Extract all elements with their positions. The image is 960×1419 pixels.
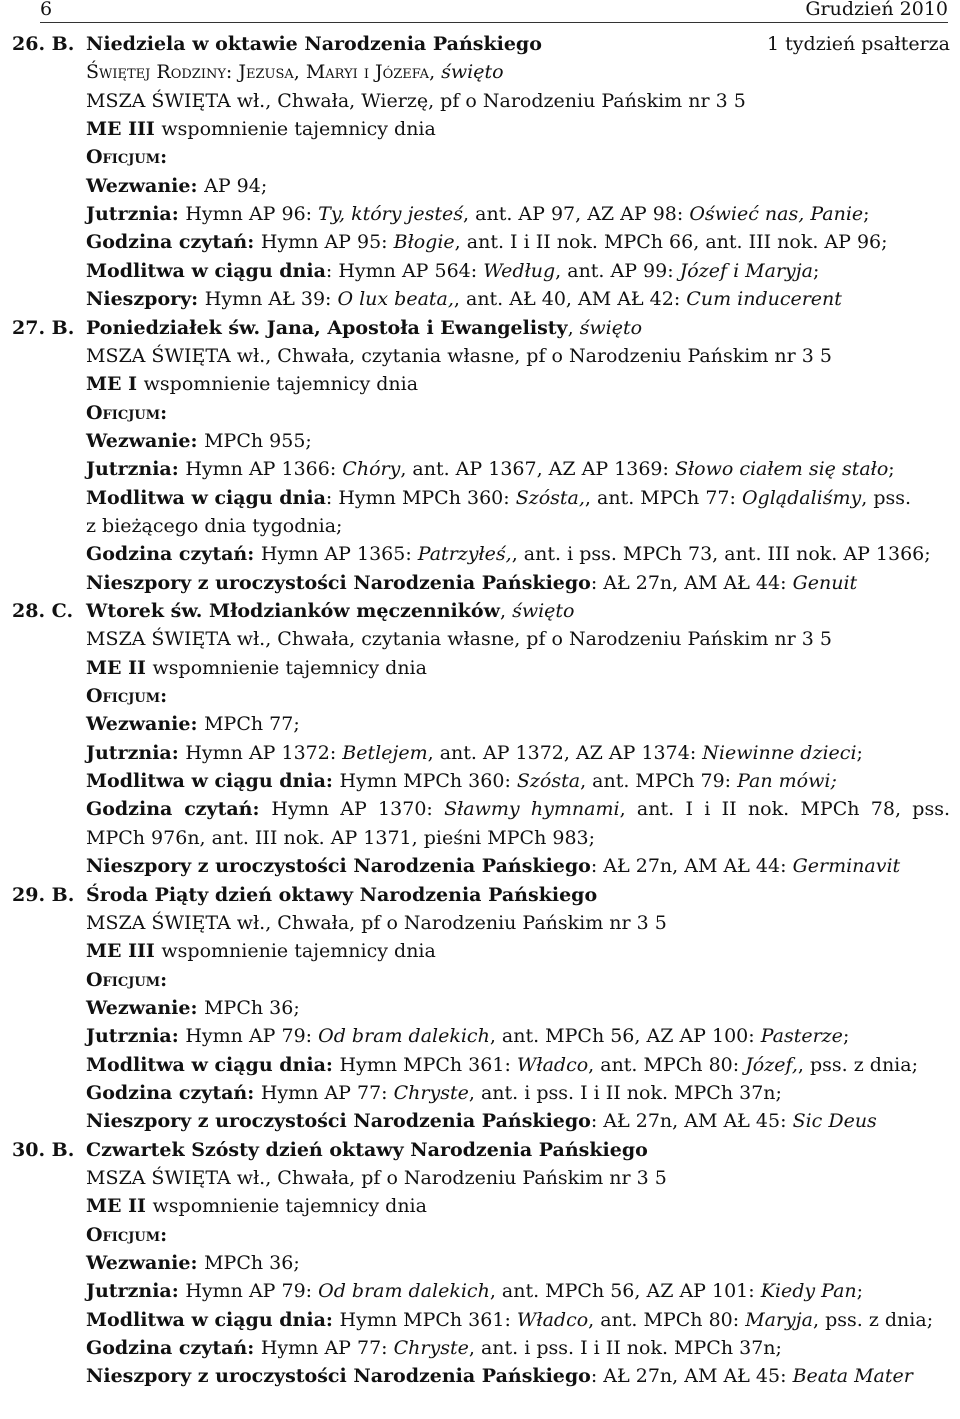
line-text	[86, 824, 950, 852]
text-line	[0, 427, 960, 455]
text-line	[0, 767, 960, 795]
day-date: 29. B.	[12, 883, 75, 906]
text-line	[0, 540, 960, 568]
text-segment: , ant. AP 97, AZ AP 98:	[463, 203, 690, 226]
text-segment: Jutrznia:	[86, 203, 186, 226]
text-segment: , ant. AP 99:	[555, 259, 680, 282]
text-segment: Genuit	[792, 571, 858, 594]
line-text	[86, 58, 950, 86]
text-segment: Beata Mater	[792, 1365, 913, 1388]
line-text	[86, 767, 950, 795]
text-line	[0, 881, 960, 909]
text-segment: : AŁ 27n, AM AŁ 45:	[590, 1365, 793, 1388]
text-line	[0, 1051, 960, 1079]
page-number: 6	[40, 0, 53, 20]
text-line	[0, 455, 960, 483]
text-segment: MSZA ŚWIĘTA wł., Chwała, pf o Narodzeniu Pańskim nr 3 5	[86, 911, 667, 934]
text-line	[0, 824, 960, 852]
line-text	[86, 512, 950, 540]
text-segment: święto	[579, 316, 643, 339]
line-text	[86, 200, 950, 228]
line-text	[86, 710, 950, 738]
text-segment: Germinavit	[792, 855, 901, 878]
text-line	[0, 710, 960, 738]
line-text	[86, 1136, 950, 1164]
text-line	[0, 569, 960, 597]
text-line	[0, 228, 960, 256]
text-segment: wspomnienie tajemnicy dnia	[152, 656, 427, 679]
text-segment: Hymn AP 1365:	[260, 543, 418, 566]
text-segment: Nieszpory z uroczystości Narodzenia Pańskiego	[86, 855, 591, 878]
text-segment: AP 94;	[204, 174, 268, 197]
text-segment: , ant. AP 1372, AZ AP 1374:	[427, 741, 703, 764]
text-segment: , ant. i pss. I i II nok. MPCh 37n;	[468, 1081, 782, 1104]
text-segment: z bieżącego dnia tygodnia;	[86, 514, 343, 537]
text-segment: MSZA ŚWIĘTA wł., Chwała, Wierzę, pf o Narodzeniu Pańskim nr 3 5	[86, 89, 746, 112]
text-segment: Świętej Rodziny: Jezusa, Maryi i Józefa,	[86, 61, 442, 84]
text-line	[0, 1192, 960, 1220]
text-segment: MPCh 976n, ant. III nok. AP 1371, pieśni MPCh 983;	[86, 826, 596, 849]
text-segment: O lux beata,	[337, 288, 454, 311]
text-segment: Oficjum:	[86, 1223, 168, 1246]
text-segment: Chryste	[393, 1081, 469, 1104]
text-segment: Ty, który jesteś	[318, 203, 464, 226]
text-line	[0, 314, 960, 342]
text-segment: Patrzyłeś,	[417, 543, 512, 566]
line-text	[86, 342, 950, 370]
page-header	[40, 0, 948, 23]
line-text	[86, 172, 950, 200]
text-segment: : AŁ 27n, AM AŁ 44:	[590, 855, 793, 878]
line-text	[86, 540, 950, 568]
text-segment: , pss. z dnia;	[797, 1053, 918, 1076]
text-segment: Wezwanie:	[86, 713, 205, 736]
line-text	[86, 881, 950, 909]
text-segment: Chryste	[393, 1337, 469, 1360]
text-segment: wspomnienie tajemnicy dnia	[161, 118, 436, 141]
text-segment: Pan mówi;	[737, 770, 837, 793]
line-text	[86, 257, 950, 285]
text-segment: święto	[512, 600, 575, 622]
text-line	[0, 58, 960, 86]
text-segment: Niewinne dzieci	[702, 741, 857, 764]
line-text	[86, 1164, 950, 1192]
text-line	[0, 30, 960, 58]
text-segment: Oficjum:	[86, 685, 168, 708]
line-text	[86, 115, 950, 143]
text-segment: Jutrznia:	[86, 458, 186, 481]
text-segment: ME III	[86, 118, 162, 141]
line-text	[86, 994, 950, 1022]
text-segment: , ant. i pss. I i II nok. MPCh 37n;	[468, 1337, 782, 1360]
text-segment: Hymn AŁ 39:	[204, 288, 338, 311]
line-text	[86, 399, 950, 427]
text-segment: Wezwanie:	[86, 174, 205, 197]
text-segment: Czwartek Szósty dzień oktawy Narodzenia Pańskiego	[86, 1138, 648, 1161]
text-segment: Maryja	[745, 1308, 814, 1331]
text-segment: wspomnienie tajemnicy dnia	[143, 373, 419, 396]
text-segment: : AŁ 27n, AM AŁ 45:	[590, 1110, 793, 1133]
line-text	[86, 1362, 950, 1390]
day-date: 30. B.	[12, 1138, 75, 1161]
text-line	[0, 1164, 960, 1192]
text-segment: Godzina czytań:	[86, 231, 261, 254]
text-segment: Szósta,	[515, 486, 585, 509]
text-line	[0, 597, 960, 625]
text-segment: Kiedy Pan	[760, 1280, 857, 1303]
text-segment: , ant. MPCh 56, AZ AP 101:	[489, 1280, 761, 1303]
text-segment: Godzina czytań:	[86, 1337, 261, 1360]
text-line	[0, 937, 960, 965]
text-segment: Sic Deus	[792, 1110, 877, 1133]
line-text	[86, 654, 950, 682]
text-segment: Wezwanie:	[86, 1252, 205, 1275]
text-line	[0, 143, 960, 171]
text-line	[0, 795, 960, 823]
text-line	[0, 682, 960, 710]
text-line	[0, 257, 960, 285]
text-segment: ;	[863, 203, 870, 226]
text-segment: ;	[856, 741, 863, 764]
text-segment: wspomnienie tajemnicy dnia	[152, 1195, 427, 1218]
line-text	[86, 228, 950, 256]
text-segment: Betlejem	[342, 741, 428, 764]
line-text	[86, 427, 950, 455]
text-segment: Godzina czytań:	[86, 543, 261, 566]
text-line	[0, 1136, 960, 1164]
line-text	[86, 370, 950, 398]
text-segment: Hymn AP 1370:	[271, 798, 445, 821]
text-line	[0, 625, 960, 653]
text-segment: , ant. AŁ 40, AM AŁ 42:	[453, 288, 687, 311]
text-line	[0, 909, 960, 937]
text-segment: Środa Piąty dzień oktawy Narodzenia Pańskiego	[86, 883, 598, 906]
line-text	[86, 1051, 950, 1079]
text-segment: : Hymn MPCh 360:	[325, 486, 516, 509]
text-segment: Szósta	[516, 770, 581, 793]
text-segment: Hymn AP 77:	[260, 1337, 394, 1360]
text-segment: , ant. MPCh 80:	[588, 1053, 746, 1076]
text-line	[0, 200, 960, 228]
text-line	[0, 399, 960, 427]
text-segment: , ant. AP 1367, AZ AP 1369:	[400, 458, 675, 481]
line-text	[86, 795, 950, 823]
line-text	[86, 1022, 950, 1050]
text-segment: Hymn AP 95:	[260, 231, 394, 254]
text-segment: Oficjum:	[86, 146, 168, 169]
text-segment: MPCh 955;	[204, 429, 312, 452]
text-segment: Poniedziałek św. Jana, Apostoła i Ewangelisty	[86, 316, 568, 339]
day-date: 28. C.	[12, 600, 74, 622]
text-segment: ,	[567, 316, 580, 339]
text-segment: ME II	[86, 1195, 153, 1218]
text-segment: ME I	[86, 373, 144, 396]
line-text	[86, 1306, 950, 1334]
text-line	[0, 1362, 960, 1390]
text-line	[0, 1022, 960, 1050]
text-line	[0, 512, 960, 540]
text-segment: Wezwanie:	[86, 996, 205, 1019]
line-text	[86, 314, 950, 342]
text-segment: ME II	[86, 656, 153, 679]
text-segment: Jutrznia:	[86, 1280, 186, 1303]
text-segment: MPCh 36;	[204, 1252, 300, 1275]
text-segment: , ant. MPCh 79:	[580, 770, 738, 793]
line-text	[86, 682, 950, 710]
text-segment: wspomnienie tajemnicy dnia	[161, 940, 436, 963]
text-segment: Sławmy hymnami	[444, 798, 620, 821]
text-segment: MPCh 36;	[204, 996, 300, 1019]
text-segment: Od bram dalekich	[318, 1025, 490, 1048]
text-segment: Oglądaliśmy	[741, 486, 862, 509]
day-date: 26. B.	[12, 33, 75, 55]
text-line	[0, 1334, 960, 1362]
line-text	[86, 1079, 950, 1107]
text-line	[0, 739, 960, 767]
text-segment: Godzina czytań:	[86, 798, 272, 821]
text-segment: Oficjum:	[86, 401, 168, 424]
text-segment: Godzina czytań:	[86, 1081, 261, 1104]
text-segment: Od bram dalekich	[318, 1280, 490, 1303]
text-line	[0, 966, 960, 994]
text-segment: Józef i Maryja	[679, 259, 814, 282]
line-text	[86, 143, 950, 171]
line-text	[86, 569, 950, 597]
text-segment: : Hymn AP 564:	[325, 259, 484, 282]
page-month: Grudzień 2010	[805, 0, 948, 20]
line-text	[86, 739, 950, 767]
text-segment: Słowo ciałem się stało	[674, 458, 889, 481]
text-segment: Nieszpory z uroczystości Narodzenia Pańskiego	[86, 1110, 591, 1133]
text-segment: : AŁ 27n, AM AŁ 44:	[590, 571, 793, 594]
text-segment: , ant. I i II nok. MPCh 78, pss.	[619, 798, 951, 821]
line-text	[86, 1277, 950, 1305]
text-segment: Hymn AP 77:	[260, 1081, 394, 1104]
text-segment: Józef,	[745, 1053, 798, 1076]
text-segment: Hymn MPCh 361:	[339, 1308, 517, 1331]
text-line	[0, 852, 960, 880]
text-segment: , pss.	[861, 486, 912, 509]
text-line	[0, 484, 960, 512]
text-segment: , ant. i pss. MPCh 73, ant. III nok. AP 1366;	[511, 543, 931, 566]
text-line	[0, 1221, 960, 1249]
text-segment: Modlitwa w ciągu dnia	[86, 486, 326, 509]
text-segment: MSZA ŚWIĘTA wł., Chwała, pf o Narodzeniu Pańskim nr 3 5	[86, 1167, 667, 1189]
text-segment: Pasterze	[760, 1025, 843, 1048]
text-segment: Hymn MPCh 361:	[339, 1053, 517, 1076]
text-segment: MPCh 77;	[204, 713, 300, 736]
text-segment: , ant. I i II nok. MPCh 66, ant. III nok. AP 96;	[454, 231, 888, 254]
text-segment: Wezwanie:	[86, 429, 205, 452]
line-text	[86, 966, 950, 994]
text-segment: Oświeć nas, Panie	[689, 203, 864, 226]
text-segment: ME III	[86, 940, 162, 963]
text-segment: Władco	[516, 1053, 589, 1076]
text-line	[0, 285, 960, 313]
text-segment: Według	[483, 259, 556, 282]
text-line	[0, 115, 960, 143]
text-line	[0, 1107, 960, 1135]
line-text	[86, 1221, 950, 1249]
text-segment: , ant. MPCh 80:	[588, 1308, 746, 1331]
text-segment: Chóry	[342, 458, 401, 481]
text-segment: Hymn AP 1366:	[185, 458, 343, 481]
text-segment: Cum inducerent	[686, 288, 842, 311]
psalter-week: 1 tydzień psałterza	[767, 33, 950, 55]
day-date: 27. B.	[12, 316, 75, 339]
text-segment: Hymn MPCh 360:	[339, 770, 517, 793]
text-segment: Nieszpory z uroczystości Narodzenia Pańskiego	[86, 571, 591, 594]
text-segment: MSZA ŚWIĘTA wł., Chwała, czytania własne, pf o Narodzeniu Pańskim nr 3 5	[86, 628, 832, 651]
text-line	[0, 994, 960, 1022]
line-text	[86, 285, 950, 313]
text-segment: święto	[441, 61, 504, 84]
text-line	[0, 1249, 960, 1277]
text-segment: Hymn AP 79:	[185, 1280, 319, 1303]
text-segment: ;	[888, 458, 895, 481]
text-segment: Hymn AP 96:	[185, 203, 319, 226]
text-segment: Nieszpory z uroczystości Narodzenia Pańskiego	[86, 1365, 591, 1388]
line-text	[86, 852, 950, 880]
text-segment: ;	[813, 259, 820, 282]
text-segment: Modlitwa w ciągu dnia:	[86, 1053, 340, 1076]
text-line	[0, 1306, 960, 1334]
text-segment: MSZA ŚWIĘTA wł., Chwała, czytania własne, pf o Narodzeniu Pańskim nr 3 5	[86, 344, 832, 367]
text-segment: Modlitwa w ciągu dnia:	[86, 770, 340, 793]
text-line	[0, 87, 960, 115]
text-segment: Nieszpory:	[86, 288, 205, 311]
text-segment: Władco	[516, 1308, 589, 1331]
line-text	[86, 455, 950, 483]
line-text	[86, 909, 950, 937]
text-segment: Hymn AP 79:	[185, 1025, 319, 1048]
line-text	[86, 484, 950, 512]
text-segment: Wtorek św. Młodzianków męczenników	[86, 600, 500, 622]
text-segment: Niedziela w oktawie Narodzenia Pańskiego	[86, 33, 542, 55]
line-text	[86, 1334, 950, 1362]
text-line	[0, 172, 960, 200]
text-line	[0, 342, 960, 370]
text-segment: , ant. MPCh 56, AZ AP 100:	[489, 1025, 761, 1048]
text-segment: Hymn AP 1372:	[185, 741, 343, 764]
line-text	[86, 1107, 950, 1135]
text-line	[0, 370, 960, 398]
text-segment: Jutrznia:	[86, 1025, 186, 1048]
text-segment: , pss. z dnia;	[813, 1308, 934, 1331]
line-text	[86, 1249, 950, 1277]
text-segment: , ant. MPCh 77:	[584, 486, 742, 509]
text-segment: ;	[856, 1280, 864, 1303]
text-segment: ;	[842, 1025, 850, 1048]
text-segment: Błogie	[393, 231, 455, 254]
line-text	[86, 597, 950, 625]
line-text	[86, 87, 950, 115]
line-text	[86, 625, 950, 653]
text-line	[0, 1277, 960, 1305]
text-segment: Modlitwa w ciągu dnia	[86, 259, 326, 282]
text-segment: Modlitwa w ciągu dnia:	[86, 1308, 340, 1331]
text-segment: Oficjum:	[86, 968, 168, 991]
text-segment: ,	[499, 600, 513, 622]
text-line	[0, 654, 960, 682]
line-text	[86, 1192, 950, 1220]
text-line	[0, 1079, 960, 1107]
line-text	[86, 937, 950, 965]
text-segment: Jutrznia:	[86, 741, 186, 764]
